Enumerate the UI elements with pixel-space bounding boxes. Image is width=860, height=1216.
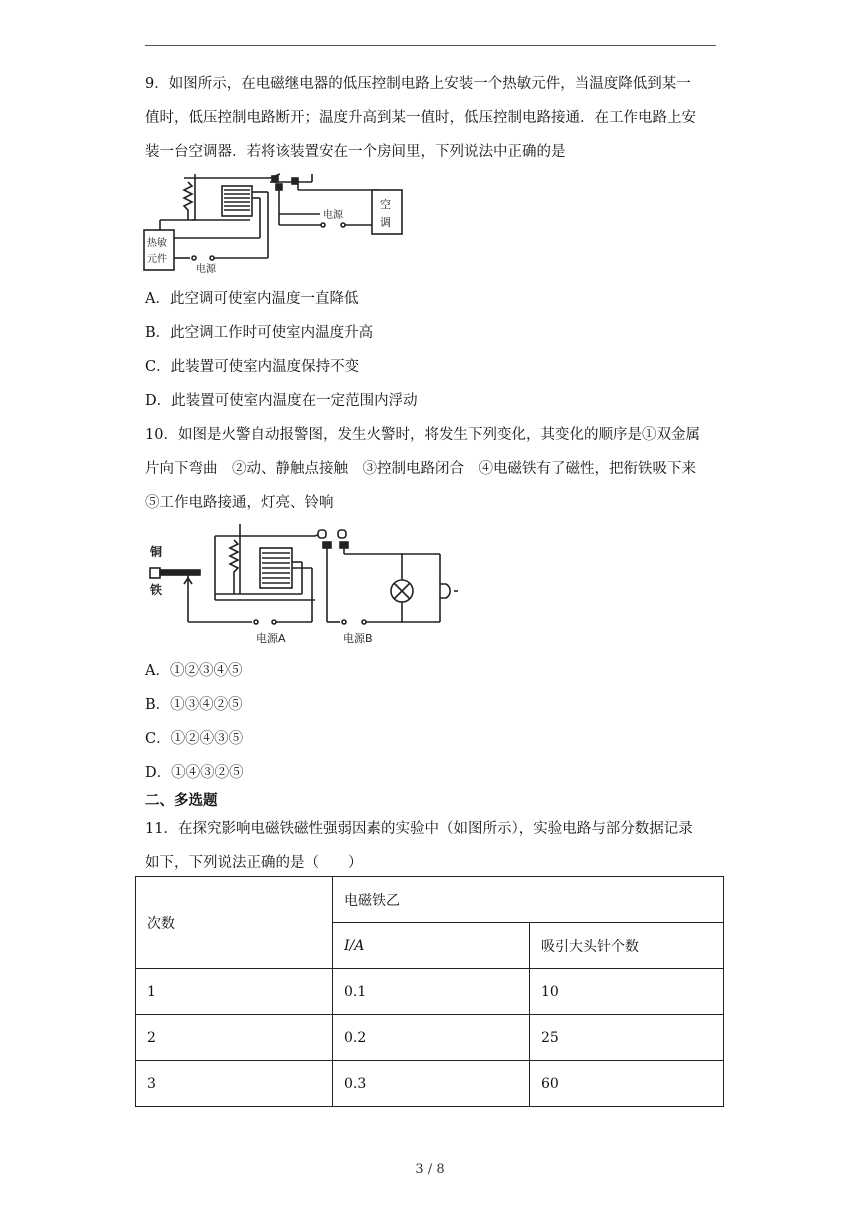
cell-pins: 60 xyxy=(530,1061,724,1107)
q9-option-a: A．此空调可使室内温度一直降低 xyxy=(145,291,359,307)
q10-option-b: B．①③④②⑤ xyxy=(145,697,243,713)
q10-line-2: 片向下弯曲 ②动、静触点接触 ③控制电路闭合 ④电磁铁有了磁性，把衔铁吸下来 xyxy=(145,461,696,477)
page-number: 3 / 8 xyxy=(415,1162,445,1177)
col-current-header: I/A xyxy=(333,923,530,969)
q9-power-label: 电源 xyxy=(323,210,343,221)
table-row xyxy=(136,1015,724,1061)
q10-option-a: A．①②③④⑤ xyxy=(145,663,243,679)
cell-pins: 25 xyxy=(530,1015,724,1061)
q9-line-1: 9．如图所示，在电磁继电器的低压控制电路上安装一个热敏元件，当温度降低到某一 xyxy=(145,76,691,92)
q9-option-c: C．此装置可使室内温度保持不变 xyxy=(145,359,360,375)
q9-sensor-label-2: 元件 xyxy=(147,254,167,265)
cell-current: 0.1 xyxy=(333,969,530,1015)
q9-option-d: D．此装置可使室内温度在一定范围内浮动 xyxy=(145,393,418,409)
col-pins-header: 吸引大头针个数 xyxy=(530,923,724,969)
q10-option-d: D．①④③②⑤ xyxy=(145,765,244,781)
q9-relay-circuit-figure xyxy=(140,168,410,278)
q11-data-table xyxy=(135,876,724,1107)
q10-copper-label: 铜 xyxy=(150,545,163,559)
cell-count: 2 xyxy=(136,1015,333,1061)
q9-line-3: 装一台空调器．若将该装置安在一个房间里，下列说法中正确的是 xyxy=(145,144,566,160)
q9-line-2: 值时，低压控制电路断开；温度升高到某一值时，低压控制电路接通．在工作电路上安 xyxy=(145,110,696,126)
q9-ac-label-1: 空 xyxy=(380,198,391,211)
q10-line-3: ⑤工作电路接通，灯亮、铃响 xyxy=(145,495,334,511)
q9-power2-label: 电源 xyxy=(196,264,216,275)
q9-ac-label-2: 调 xyxy=(380,216,391,229)
cell-count: 1 xyxy=(136,969,333,1015)
cell-count: 3 xyxy=(136,1061,333,1107)
table-header-row xyxy=(136,877,724,923)
group-header: 电磁铁乙 xyxy=(333,877,724,923)
q9-sensor-label-1: 热敏 xyxy=(147,238,167,249)
col-count-header: 次数 xyxy=(136,877,333,969)
cell-pins: 10 xyxy=(530,969,724,1015)
cell-current: 0.3 xyxy=(333,1061,530,1107)
q10-iron-label: 铁 xyxy=(150,583,163,597)
table-row xyxy=(136,969,724,1015)
q10-power-a-label: 电源A xyxy=(256,632,286,645)
q11-line-1: 11．在探究影响电磁铁磁性强弱因素的实验中（如图所示），实验电路与部分数据记录 xyxy=(145,821,693,837)
q10-power-b-label: 电源B xyxy=(343,632,373,645)
q10-line-1: 10．如图是火警自动报警图，发生火警时，将发生下列变化，其变化的顺序是①双金属 xyxy=(145,427,700,443)
q10-option-c: C．①②④③⑤ xyxy=(145,731,244,747)
section-heading: 二、多选题 xyxy=(145,792,218,809)
table-row xyxy=(136,1061,724,1107)
cell-current: 0.2 xyxy=(333,1015,530,1061)
q10-fire-alarm-figure xyxy=(140,518,470,650)
header-rule xyxy=(145,45,716,46)
q11-line-2: 如下，下列说法正确的是（ ） xyxy=(145,855,363,871)
q9-option-b: B．此空调工作时可使室内温度升高 xyxy=(145,325,374,341)
